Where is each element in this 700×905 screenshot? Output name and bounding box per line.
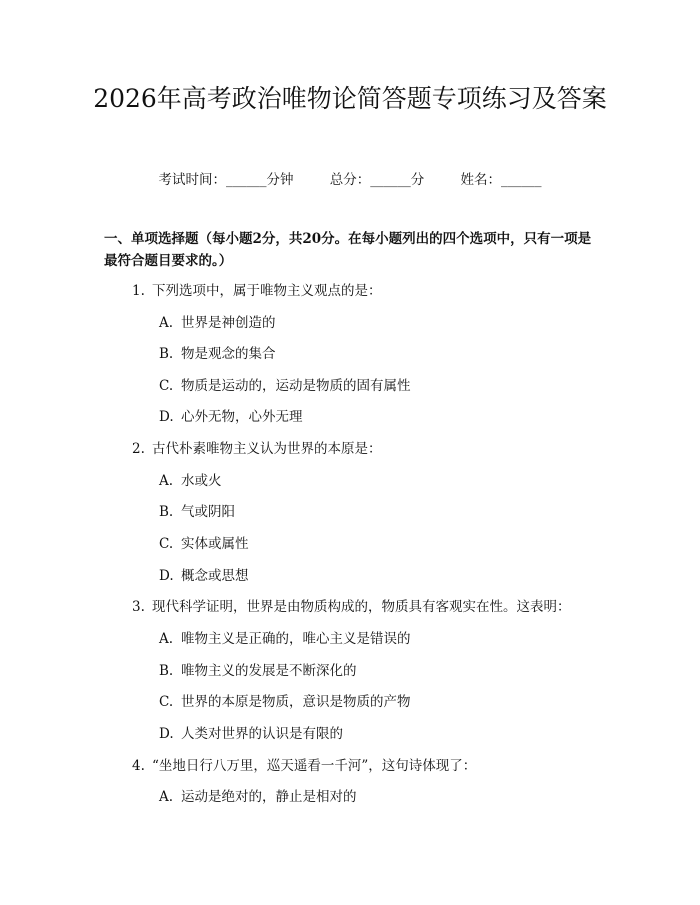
option-text: 实体或属性 bbox=[181, 536, 249, 552]
page-title: 2026年高考政治唯物论简答题专项练习及答案 bbox=[93, 84, 607, 113]
question-number: 4. bbox=[132, 758, 145, 774]
option-letter: B. bbox=[159, 663, 174, 679]
option-letter: D. bbox=[159, 568, 174, 584]
question-3 bbox=[132, 597, 571, 617]
option-text: 物是观念的集合 bbox=[181, 346, 276, 362]
question-text: 古代朴素唯物主义认为世界的本原是： bbox=[152, 441, 382, 457]
question-2 bbox=[132, 439, 382, 459]
question-4 bbox=[132, 756, 476, 776]
option-letter: D. bbox=[159, 409, 174, 425]
question-3-option-c[interactable] bbox=[159, 692, 411, 712]
question-4-option-a[interactable] bbox=[159, 787, 357, 807]
question-number: 3. bbox=[132, 599, 145, 615]
option-text: 唯物主义是正确的，唯心主义是错误的 bbox=[181, 631, 411, 647]
question-text: 现代科学证明，世界是由物质构成的，物质具有客观实在性。这表明： bbox=[152, 599, 571, 615]
option-letter: A. bbox=[159, 789, 174, 805]
question-1-option-a[interactable] bbox=[159, 313, 276, 333]
option-text: 世界的本原是物质，意识是物质的产物 bbox=[181, 694, 411, 710]
question-1-option-b[interactable] bbox=[159, 344, 276, 364]
total-score-field: 总分：______分 bbox=[329, 172, 425, 188]
option-text: 世界是神创造的 bbox=[181, 315, 276, 331]
option-text: 心外无物，心外无理 bbox=[181, 409, 303, 425]
question-3-option-a[interactable] bbox=[159, 629, 411, 649]
option-text: 气或阴阳 bbox=[181, 504, 235, 520]
question-2-option-a[interactable] bbox=[159, 471, 222, 491]
option-text: 物质是运动的，运动是物质的固有属性 bbox=[181, 378, 411, 394]
option-text: 水或火 bbox=[181, 473, 222, 489]
question-number: 1. bbox=[132, 283, 145, 299]
exam-meta bbox=[0, 168, 700, 188]
option-letter: C. bbox=[159, 536, 174, 552]
question-1 bbox=[132, 281, 382, 301]
question-2-option-b[interactable] bbox=[159, 502, 235, 522]
question-1-option-d[interactable] bbox=[159, 407, 303, 427]
option-letter: A. bbox=[159, 473, 174, 489]
question-3-option-d[interactable] bbox=[159, 724, 343, 744]
option-letter: C. bbox=[159, 694, 174, 710]
question-2-option-d[interactable] bbox=[159, 566, 249, 586]
question-3-option-b[interactable] bbox=[159, 661, 357, 681]
question-2-option-c[interactable] bbox=[159, 534, 249, 554]
question-text: 下列选项中，属于唯物主义观点的是： bbox=[152, 283, 382, 299]
option-letter: B. bbox=[159, 504, 174, 520]
question-1-option-c[interactable] bbox=[159, 376, 411, 396]
option-text: 概念或思想 bbox=[181, 568, 249, 584]
student-name-field: 姓名：______ bbox=[460, 172, 542, 188]
option-letter: B. bbox=[159, 346, 174, 362]
option-text: 人类对世界的认识是有限的 bbox=[181, 726, 343, 742]
exam-time-field: 考试时间：______分钟 bbox=[158, 172, 294, 188]
option-text: 唯物主义的发展是不断深化的 bbox=[181, 663, 357, 679]
option-letter: A. bbox=[159, 315, 174, 331]
question-number: 2. bbox=[132, 441, 145, 457]
option-letter: C. bbox=[159, 378, 174, 394]
option-text: 运动是绝对的，静止是相对的 bbox=[181, 789, 357, 805]
option-letter: D. bbox=[159, 726, 174, 742]
section-heading: 一、单项选择题（每小题2分，共20分。在每小题列出的四个选项中，只有一项是最符合题目要求的。） bbox=[104, 231, 592, 269]
option-letter: A. bbox=[159, 631, 174, 647]
question-text: “坐地日行八万里，巡天遥看一千河”，这句诗体现了： bbox=[152, 758, 477, 774]
